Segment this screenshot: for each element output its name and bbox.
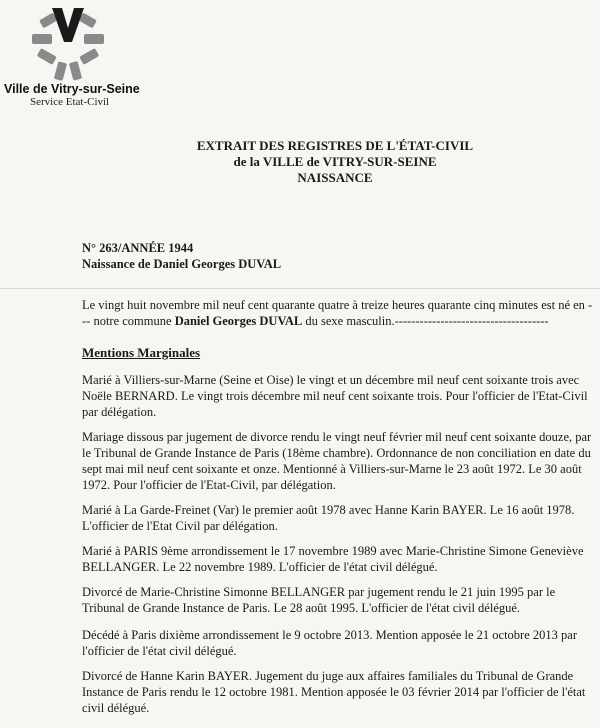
birth-statement-start: Le vingt huit novembre mil neuf cent quarante quatre à treize heures quarante cinq minutes est né en --- notre commune <box>82 298 593 328</box>
header-line-2: de la VILLE de VITRY-SUR-SEINE <box>233 154 437 169</box>
mention-paragraph: Marié à Villiers-sur-Marne (Seine et Oise) le vingt et un décembre mil neuf cent soixante trois avec Noële BERNARD. Le vingt trois décembre mil neuf cent soixante trois. Pour l'officier de l'Etat-Civil par délégation. <box>82 373 588 419</box>
mention-paragraph: Décédé à Paris dixième arrondissement le 9 octobre 2013. Mention apposée le 21 octobre 2013 par l'officier de l'état civil délégué. <box>82 628 577 658</box>
city-name: Ville de Vitry-sur-Seine <box>4 82 140 96</box>
person-name: Daniel Georges DUVAL <box>174 314 303 328</box>
mention-paragraph: Divorcé de Hanne Karin BAYER. Jugement du juge aux affaires familiales du Tribunal de Grande Instance de Paris rendu le 12 octobre 1981. Mention apposée le 03 février 2014 par l'officier de l'état civil délégué. <box>82 669 586 715</box>
header-line-1: EXTRAIT DES REGISTRES DE L'ÉTAT-CIVIL <box>196 138 474 153</box>
acte-reference <box>82 240 281 272</box>
mentions-title: Mentions Marginales <box>82 345 201 360</box>
service-name: Service Etat-Civil <box>30 96 110 108</box>
acte-number: N° 263/ANNÉE 1944 <box>82 241 194 255</box>
mention-paragraph: Marié à PARIS 9ème arrondissement le 17 novembre 1989 avec Marie-Christine Simone Geneviève BELLANGER. Le 22 novembre 1989. L'officier de l'état civil délégué. <box>82 544 584 574</box>
mention-paragraph: Mariage dissous par jugement de divorce rendu le vingt neuf février mil neuf cent soixante douze, par le Tribunal de Grande Instance de Paris (18ème chambre). Ordonnance de non conciliation en date du sept mai mil neuf cent soixante et onze. Mentionné à Villiers-sur-Marne le 23 août 1972. Le 30 août 1972. Pour l'officier de l'Etat-Civil, par délégation. <box>82 430 592 492</box>
acte-subject: Naissance de Daniel Georges DUVAL <box>82 257 282 271</box>
birth-statement <box>82 297 594 329</box>
mention-paragraph: Marié à La Garde-Freinet (Var) le premier août 1978 avec Hanne Karin BAYER. Le 16 août 1978. L'officier de l'Etat Civil par délégation. <box>82 503 575 533</box>
city-logo-icon <box>28 4 108 82</box>
header-line-3: NAISSANCE <box>297 170 373 185</box>
document-header <box>120 138 550 186</box>
scan-line-divider <box>0 288 600 289</box>
birth-statement-end: du sexe masculin.------------------------------------- <box>302 314 549 328</box>
mention-paragraph: Divorcé de Marie-Christine Simonne BELLANGER par jugement rendu le 21 juin 1995 par le Tribunal de Grande Instance de Paris. Le 28 août 1995. L'officier de l'état civil délégué. <box>82 585 556 615</box>
